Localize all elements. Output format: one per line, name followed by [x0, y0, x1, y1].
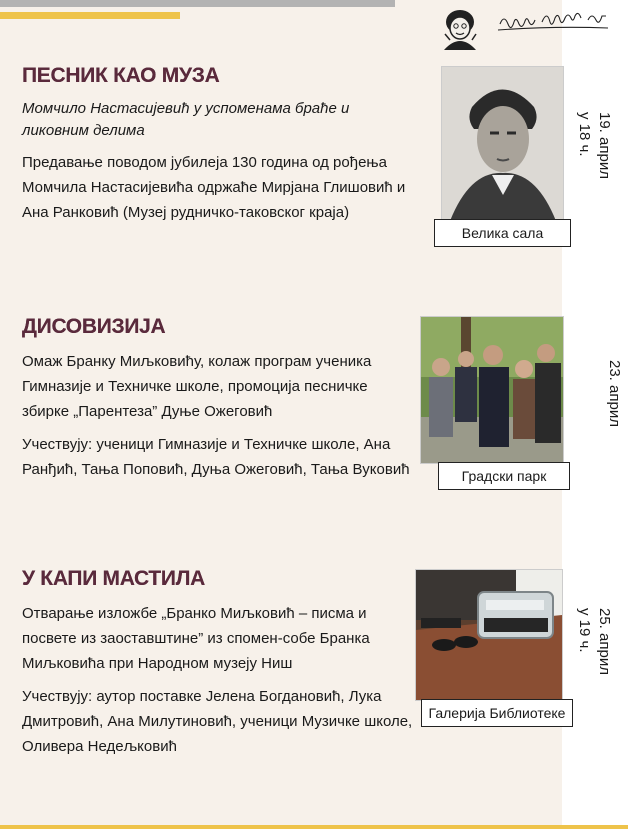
- time-text: у 18 ч.: [576, 112, 593, 157]
- event-section-1: [22, 64, 417, 225]
- typewriter-photo: [415, 569, 563, 701]
- portrait-photo: [441, 66, 564, 222]
- time-text: у 19 ч.: [576, 608, 593, 653]
- event-participants: Учествују: аутор поставке Јелена Богдановић, Лука Дмитровић, Ана Милутиновић, ученици Музичке школе, Оливера Недељковић: [22, 688, 413, 755]
- location-label: Галерија Библиотеке: [421, 699, 573, 727]
- event-participants: Учествују: ученици Гимназије и Техничке школе, Ана Ранђић, Тања Поповић, Дуња Ожеговић, Тања Вуковић: [22, 436, 410, 478]
- date-text: 25. април: [596, 608, 613, 675]
- event-description: Омаж Бранку Миљковићу, колаж програм ученика Гимназије и Техничке школе, промоција песничке збирке „Парентеза” Дуње Ожеговић: [22, 353, 372, 420]
- date-text: 19. април: [596, 112, 613, 179]
- location-label: Градски парк: [438, 462, 570, 490]
- event-title: ПЕСНИК КАО МУЗА: [22, 64, 220, 87]
- group-photo: [420, 316, 564, 464]
- caricature-icon: [444, 10, 476, 50]
- event-section-3: [22, 567, 417, 759]
- event-title: У КАПИ МАСТИЛА: [22, 567, 206, 590]
- event-section-2: [22, 315, 417, 482]
- top-grey-bar: [0, 0, 395, 7]
- event-title: ДИСОВИЗИЈА: [22, 315, 166, 338]
- signature-icon: [498, 13, 608, 30]
- event-description: Предавање поводом јубилеја 130 година од рођења Момчила Настасијевића одржаће Мирјана Глишовић и Ана Ранковић (Музеј рудничко-таковског краја): [22, 154, 406, 221]
- location-label: Велика сала: [434, 219, 571, 247]
- event-date-2: [604, 360, 624, 427]
- date-text: 23. април: [606, 360, 623, 427]
- bottom-yellow-bar: [0, 825, 628, 829]
- event-date-3: [574, 608, 614, 675]
- header-caricature-signature: [438, 0, 613, 52]
- event-subtitle: Момчило Настасијевић у успоменама браће и ликовним делима: [22, 100, 350, 139]
- event-description: Отварање изложбе „Бранко Миљковић – писма и посвете из заоставштине” из спомен-собе Бранка Миљковића при Народном музеју Ниш: [22, 605, 370, 672]
- event-date-1: [574, 112, 614, 179]
- top-yellow-bar: [0, 12, 180, 19]
